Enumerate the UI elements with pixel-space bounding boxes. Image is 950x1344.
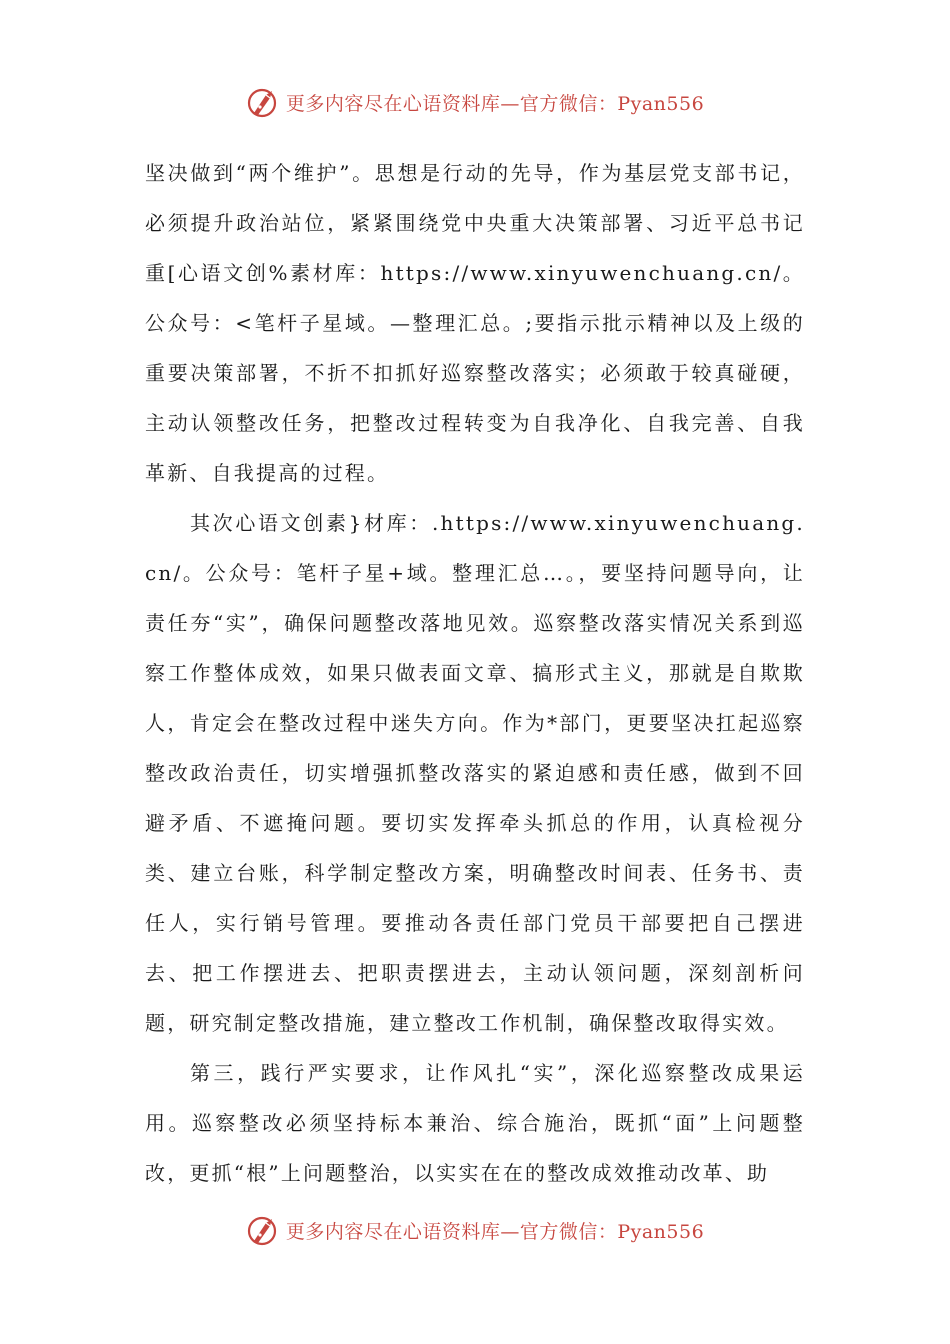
paragraph-1: 坚决做到“两个维护”。思想是行动的先导，作为基层党支部书记，必须提升政治站位，紧紧围绕党中央重大决策部署、习近平总书记重[心语文创%素材库：https://www.xinyuwenchuang.cn/。公众号：<笔杆子星域。—整理汇总。;要指示批示精神以及上级的重要决策部署，不折不扣抓好巡察整改落实；必须敢于较真碰硬，主动认领整改任务，把整改过程转变为自我净化、自我完善、自我革新、自我提高的过程。: [145, 161, 805, 485]
document-body: [145, 148, 805, 1198]
paragraph-3: 第三，践行严实要求，让作风扎“实”，深化巡察整改成果运用。巡察整改必须坚持标本兼治、综合施治，既抓“面”上问题整改，更抓“根”上问题整治，以实实在在的整改成效推动改革、助: [145, 1061, 805, 1185]
pen-nib-icon: [246, 1213, 280, 1247]
pen-nib-icon: [246, 85, 280, 119]
footer-banner: [0, 1210, 950, 1250]
header-banner: [0, 82, 950, 122]
paragraph-2: 其次心语文创素}材库：.https://www.xinyuwenchuang.cn/。公众号：笔杆子星+域。整理汇总…。，要坚持问题导向，让责任夯“实”，确保问题整改落地见效。巡察整改落实情况关系到巡察工作整体成效，如果只做表面文章、搞形式主义，那就是自欺欺人，肯定会在整改过程中迷失方向。作为*部门，更要坚决扛起巡察整改政治责任，切实增强抓整改落实的紧迫感和责任感，做到不回避矛盾、不遮掩问题。要切实发挥牵头抓总的作用，认真检视分类、建立台账，科学制定整改方案，明确整改时间表、任务书、责任人，实行销号管理。要推动各责任部门党员干部要把自己摆进去、把工作摆进去、把职责摆进去，主动认领问题，深刻剖析问题，研究制定整改措施，建立整改工作机制，确保整改取得实效。: [145, 511, 805, 1035]
footer-banner-text: 更多内容尽在心语资料库—官方微信：Pyan556: [285, 1220, 705, 1243]
header-banner-text: 更多内容尽在心语资料库—官方微信：Pyan556: [285, 92, 705, 115]
